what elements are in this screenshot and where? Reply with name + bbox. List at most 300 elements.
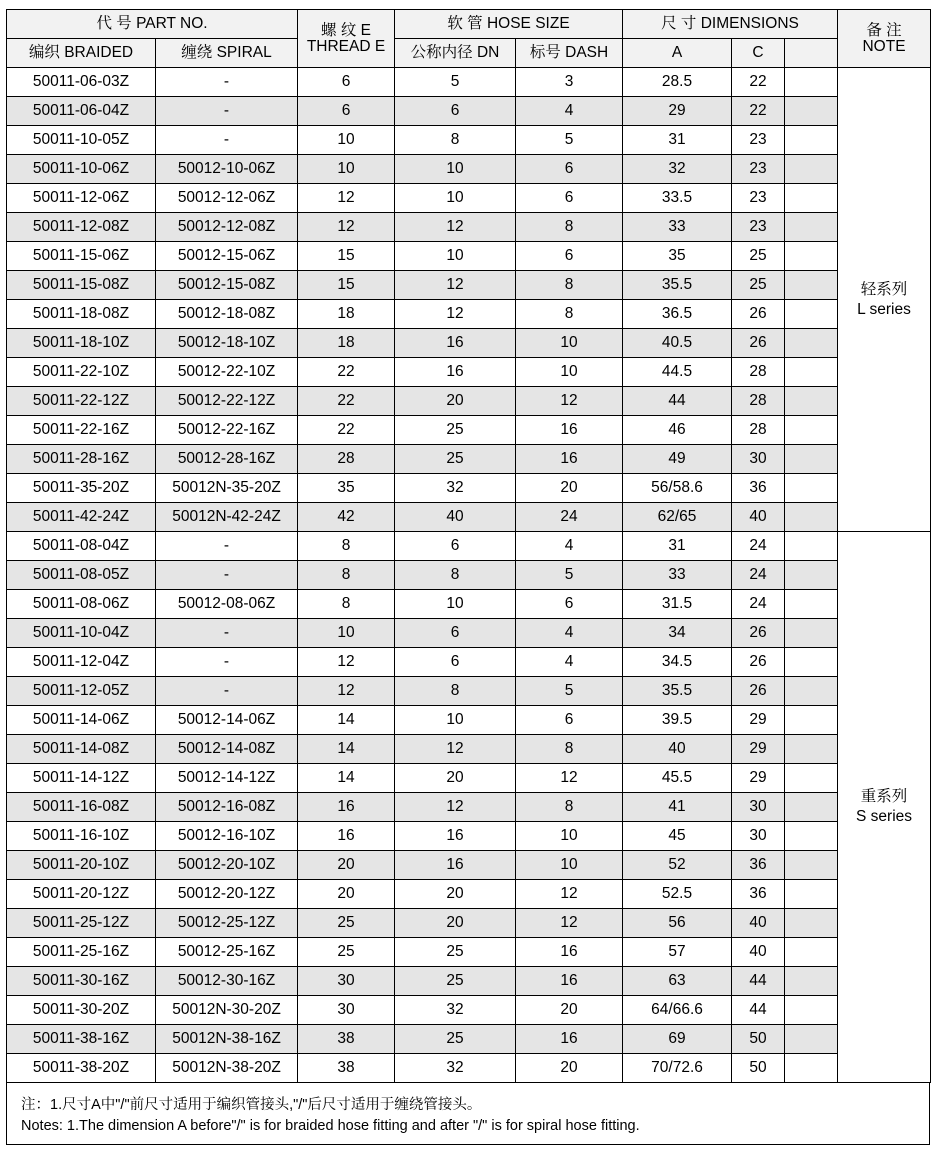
spiral-part-no-cell: 50012-10-06Z — [156, 155, 298, 184]
dimension-c-cell: 30 — [732, 793, 785, 822]
dimension-c-cell: 29 — [732, 735, 785, 764]
table-row — [7, 619, 931, 648]
dimension-blank-cell — [785, 648, 838, 677]
dash-cell: 4 — [516, 619, 623, 648]
thread-cell: 15 — [298, 242, 395, 271]
spiral-part-no-cell: 50012-22-16Z — [156, 416, 298, 445]
thread-cell: 14 — [298, 764, 395, 793]
dash-cell: 6 — [516, 155, 623, 184]
braided-part-no-cell: 50011-20-12Z — [7, 880, 156, 909]
dn-cell: 6 — [395, 532, 516, 561]
dimension-blank-cell — [785, 271, 838, 300]
dimension-a-cell: 70/72.6 — [623, 1054, 732, 1083]
dash-cell: 12 — [516, 764, 623, 793]
braided-part-no-cell: 50011-08-04Z — [7, 532, 156, 561]
dash-cell: 6 — [516, 590, 623, 619]
dimension-a-cell: 45 — [623, 822, 732, 851]
braided-part-no-cell: 50011-10-06Z — [7, 155, 156, 184]
dimension-a-cell: 31.5 — [623, 590, 732, 619]
heavy-series-en: S series — [856, 808, 913, 825]
dn-cell: 10 — [395, 242, 516, 271]
dimension-a-cell: 52.5 — [623, 880, 732, 909]
spiral-part-no-cell: - — [156, 97, 298, 126]
dimension-a-cell: 40 — [623, 735, 732, 764]
braided-part-no-cell: 50011-22-10Z — [7, 358, 156, 387]
spiral-part-no-cell: 50012-12-08Z — [156, 213, 298, 242]
dash-cell: 20 — [516, 474, 623, 503]
dimension-a-cell: 32 — [623, 155, 732, 184]
dimension-blank-cell — [785, 677, 838, 706]
dimension-c-cell: 44 — [732, 967, 785, 996]
dn-cell: 12 — [395, 793, 516, 822]
braided-part-no-cell: 50011-30-16Z — [7, 967, 156, 996]
braided-part-no-cell: 50011-08-05Z — [7, 561, 156, 590]
dimension-c-cell: 23 — [732, 184, 785, 213]
spiral-part-no-cell: 50012-20-12Z — [156, 880, 298, 909]
spiral-part-no-cell: 50012N-38-16Z — [156, 1025, 298, 1054]
dimension-a-cell: 28.5 — [623, 68, 732, 97]
light-series-cn: 轻系列 — [860, 280, 908, 298]
dimension-a-cell: 33.5 — [623, 184, 732, 213]
dimension-a-cell: 49 — [623, 445, 732, 474]
header-hose-size: 软 管 HOSE SIZE — [395, 10, 623, 39]
table-row — [7, 242, 931, 271]
table-row — [7, 909, 931, 938]
spiral-part-no-cell: 50012-22-12Z — [156, 387, 298, 416]
table-row — [7, 184, 931, 213]
dash-cell: 24 — [516, 503, 623, 532]
thread-cell: 18 — [298, 329, 395, 358]
dimension-blank-cell — [785, 474, 838, 503]
dimension-blank-cell — [785, 938, 838, 967]
dimension-c-cell: 24 — [732, 561, 785, 590]
spiral-part-no-cell: 50012-14-12Z — [156, 764, 298, 793]
dimension-a-cell: 56/58.6 — [623, 474, 732, 503]
dash-cell: 5 — [516, 677, 623, 706]
braided-part-no-cell: 50011-15-08Z — [7, 271, 156, 300]
dimension-blank-cell — [785, 880, 838, 909]
table-row — [7, 590, 931, 619]
dimension-c-cell: 40 — [732, 909, 785, 938]
dimension-a-cell: 56 — [623, 909, 732, 938]
thread-cell: 30 — [298, 996, 395, 1025]
dn-cell: 20 — [395, 909, 516, 938]
spiral-part-no-cell: 50012-14-06Z — [156, 706, 298, 735]
dimension-c-cell: 26 — [732, 677, 785, 706]
dash-cell: 8 — [516, 300, 623, 329]
dash-cell: 12 — [516, 909, 623, 938]
table-row — [7, 358, 931, 387]
dimension-c-cell: 23 — [732, 155, 785, 184]
dimension-a-cell: 36.5 — [623, 300, 732, 329]
dash-cell: 16 — [516, 445, 623, 474]
thread-cell: 10 — [298, 619, 395, 648]
dimension-blank-cell — [785, 416, 838, 445]
dash-cell: 8 — [516, 213, 623, 242]
dimension-c-cell: 23 — [732, 213, 785, 242]
spiral-part-no-cell: 50012-15-08Z — [156, 271, 298, 300]
table-row — [7, 764, 931, 793]
dimension-c-cell: 26 — [732, 329, 785, 358]
thread-cell: 14 — [298, 706, 395, 735]
dimension-blank-cell — [785, 967, 838, 996]
thread-cell: 38 — [298, 1025, 395, 1054]
table-row — [7, 996, 931, 1025]
thread-cell: 12 — [298, 213, 395, 242]
dn-cell: 16 — [395, 851, 516, 880]
dash-cell: 5 — [516, 126, 623, 155]
dash-cell: 10 — [516, 822, 623, 851]
dimension-blank-cell — [785, 706, 838, 735]
table-row — [7, 677, 931, 706]
spiral-part-no-cell: 50012N-42-24Z — [156, 503, 298, 532]
dn-cell: 10 — [395, 706, 516, 735]
dimension-blank-cell — [785, 184, 838, 213]
table-row — [7, 1054, 931, 1083]
dimension-c-cell: 29 — [732, 764, 785, 793]
spiral-part-no-cell: 50012-20-10Z — [156, 851, 298, 880]
dash-cell: 16 — [516, 938, 623, 967]
dimension-c-cell: 30 — [732, 822, 785, 851]
header-note-en: NOTE — [862, 37, 906, 55]
dimension-c-cell: 36 — [732, 851, 785, 880]
table-row — [7, 271, 931, 300]
dimension-a-cell: 39.5 — [623, 706, 732, 735]
dimension-blank-cell — [785, 445, 838, 474]
dimension-blank-cell — [785, 503, 838, 532]
braided-part-no-cell: 50011-14-06Z — [7, 706, 156, 735]
dimension-a-cell: 33 — [623, 213, 732, 242]
dimension-c-cell: 26 — [732, 648, 785, 677]
spiral-part-no-cell: - — [156, 648, 298, 677]
header-thread-cn: 螺 纹 E — [321, 21, 371, 39]
header-thread — [298, 10, 395, 68]
dimension-a-cell: 41 — [623, 793, 732, 822]
header-dash: 标号 DASH — [516, 39, 623, 68]
dash-cell: 20 — [516, 1054, 623, 1083]
table-row — [7, 68, 931, 97]
dn-cell: 16 — [395, 822, 516, 851]
header-dimension-a: A — [623, 39, 732, 68]
dn-cell: 12 — [395, 271, 516, 300]
dimension-c-cell: 23 — [732, 126, 785, 155]
spiral-part-no-cell: 50012-18-10Z — [156, 329, 298, 358]
dimension-c-cell: 30 — [732, 445, 785, 474]
thread-cell: 14 — [298, 735, 395, 764]
dimension-a-cell: 44 — [623, 387, 732, 416]
dimension-c-cell: 28 — [732, 358, 785, 387]
braided-part-no-cell: 50011-25-16Z — [7, 938, 156, 967]
braided-part-no-cell: 50011-20-10Z — [7, 851, 156, 880]
dimension-a-cell: 35 — [623, 242, 732, 271]
dimension-blank-cell — [785, 996, 838, 1025]
dimension-blank-cell — [785, 358, 838, 387]
thread-cell: 25 — [298, 938, 395, 967]
thread-cell: 30 — [298, 967, 395, 996]
spiral-part-no-cell: 50012-25-16Z — [156, 938, 298, 967]
dimension-a-cell: 63 — [623, 967, 732, 996]
table-header — [7, 10, 931, 68]
thread-cell: 22 — [298, 387, 395, 416]
table-row — [7, 561, 931, 590]
spiral-part-no-cell: - — [156, 677, 298, 706]
dimension-c-cell: 36 — [732, 474, 785, 503]
dimension-blank-cell — [785, 300, 838, 329]
heavy-series-cn: 重系列 — [860, 788, 908, 805]
thread-cell: 42 — [298, 503, 395, 532]
table-row — [7, 329, 931, 358]
dn-cell: 10 — [395, 155, 516, 184]
thread-cell: 16 — [298, 822, 395, 851]
dn-cell: 25 — [395, 445, 516, 474]
braided-part-no-cell: 50011-38-16Z — [7, 1025, 156, 1054]
thread-cell: 15 — [298, 271, 395, 300]
dn-cell: 6 — [395, 97, 516, 126]
table-row — [7, 300, 931, 329]
dn-cell: 20 — [395, 387, 516, 416]
spiral-part-no-cell: 50012-22-10Z — [156, 358, 298, 387]
table-body — [7, 68, 931, 1083]
dimension-blank-cell — [785, 532, 838, 561]
dn-cell: 8 — [395, 677, 516, 706]
braided-part-no-cell: 50011-25-12Z — [7, 909, 156, 938]
braided-part-no-cell: 50011-08-06Z — [7, 590, 156, 619]
dimension-a-cell: 45.5 — [623, 764, 732, 793]
dn-cell: 20 — [395, 764, 516, 793]
braided-part-no-cell: 50011-18-10Z — [7, 329, 156, 358]
dn-cell: 25 — [395, 416, 516, 445]
table-row — [7, 851, 931, 880]
spiral-part-no-cell: 50012-16-08Z — [156, 793, 298, 822]
header-dimension-blank — [785, 39, 838, 68]
table-row — [7, 503, 931, 532]
thread-cell: 12 — [298, 184, 395, 213]
dash-cell: 6 — [516, 706, 623, 735]
thread-cell: 10 — [298, 126, 395, 155]
dimension-a-cell: 57 — [623, 938, 732, 967]
dn-cell: 5 — [395, 68, 516, 97]
dimension-a-cell: 46 — [623, 416, 732, 445]
dn-cell: 25 — [395, 938, 516, 967]
dimension-c-cell: 28 — [732, 416, 785, 445]
dimension-a-cell: 35.5 — [623, 271, 732, 300]
thread-cell: 6 — [298, 68, 395, 97]
braided-part-no-cell: 50011-06-03Z — [7, 68, 156, 97]
braided-part-no-cell: 50011-18-08Z — [7, 300, 156, 329]
table-row — [7, 706, 931, 735]
dn-cell: 10 — [395, 184, 516, 213]
table-row — [7, 387, 931, 416]
spiral-part-no-cell: - — [156, 126, 298, 155]
dimension-a-cell: 62/65 — [623, 503, 732, 532]
dimension-c-cell: 24 — [732, 532, 785, 561]
header-dimensions: 尺 寸 DIMENSIONS — [623, 10, 838, 39]
dn-cell: 25 — [395, 1025, 516, 1054]
table-row — [7, 793, 931, 822]
header-dn: 公称内径 DN — [395, 39, 516, 68]
thread-cell: 8 — [298, 590, 395, 619]
dn-cell: 12 — [395, 735, 516, 764]
light-series-note — [838, 68, 931, 532]
dimension-blank-cell — [785, 213, 838, 242]
dash-cell: 6 — [516, 184, 623, 213]
dimension-c-cell: 22 — [732, 68, 785, 97]
spiral-part-no-cell: - — [156, 561, 298, 590]
spiral-part-no-cell: 50012-12-06Z — [156, 184, 298, 213]
dash-cell: 10 — [516, 358, 623, 387]
dimension-blank-cell — [785, 155, 838, 184]
dash-cell: 8 — [516, 271, 623, 300]
braided-part-no-cell: 50011-35-20Z — [7, 474, 156, 503]
dimension-a-cell: 44.5 — [623, 358, 732, 387]
dimension-c-cell: 28 — [732, 387, 785, 416]
dimension-a-cell: 52 — [623, 851, 732, 880]
spiral-part-no-cell: 50012-30-16Z — [156, 967, 298, 996]
dimension-a-cell: 31 — [623, 126, 732, 155]
thread-cell: 12 — [298, 677, 395, 706]
spiral-part-no-cell: 50012-08-06Z — [156, 590, 298, 619]
dimension-blank-cell — [785, 126, 838, 155]
braided-part-no-cell: 50011-14-12Z — [7, 764, 156, 793]
dash-cell: 12 — [516, 387, 623, 416]
dimension-blank-cell — [785, 764, 838, 793]
dimension-a-cell: 29 — [623, 97, 732, 126]
dimension-c-cell: 24 — [732, 590, 785, 619]
dimension-c-cell: 25 — [732, 242, 785, 271]
thread-cell: 6 — [298, 97, 395, 126]
thread-cell: 28 — [298, 445, 395, 474]
spiral-part-no-cell: 50012N-35-20Z — [156, 474, 298, 503]
dn-cell: 12 — [395, 300, 516, 329]
dimension-a-cell: 34 — [623, 619, 732, 648]
dimension-blank-cell — [785, 1025, 838, 1054]
dimension-a-cell: 33 — [623, 561, 732, 590]
dimension-blank-cell — [785, 68, 838, 97]
dimension-blank-cell — [785, 851, 838, 880]
dash-cell: 16 — [516, 967, 623, 996]
spiral-part-no-cell: 50012-15-06Z — [156, 242, 298, 271]
dash-cell: 16 — [516, 416, 623, 445]
dimension-blank-cell — [785, 619, 838, 648]
dash-cell: 20 — [516, 996, 623, 1025]
thread-cell: 20 — [298, 851, 395, 880]
dash-cell: 6 — [516, 242, 623, 271]
dimension-blank-cell — [785, 387, 838, 416]
dimension-c-cell: 22 — [732, 97, 785, 126]
table-row — [7, 97, 931, 126]
dash-cell: 4 — [516, 648, 623, 677]
thread-cell: 22 — [298, 416, 395, 445]
thread-cell: 18 — [298, 300, 395, 329]
dash-cell: 4 — [516, 532, 623, 561]
thread-cell: 35 — [298, 474, 395, 503]
dimension-blank-cell — [785, 242, 838, 271]
spiral-part-no-cell: 50012-28-16Z — [156, 445, 298, 474]
braided-part-no-cell: 50011-28-16Z — [7, 445, 156, 474]
dimension-blank-cell — [785, 590, 838, 619]
heavy-series-note — [838, 532, 931, 1083]
thread-cell: 22 — [298, 358, 395, 387]
table-row — [7, 822, 931, 851]
table-row — [7, 1025, 931, 1054]
dimension-c-cell: 40 — [732, 938, 785, 967]
thread-cell: 12 — [298, 648, 395, 677]
braided-part-no-cell: 50011-42-24Z — [7, 503, 156, 532]
dimension-a-cell: 31 — [623, 532, 732, 561]
footnote-cn: 注：1.尺寸A中"/"前尺寸适用于编织管接头,"/"后尺寸适用于缠绕管接头。 — [21, 1097, 482, 1113]
spiral-part-no-cell: 50012N-38-20Z — [156, 1054, 298, 1083]
spec-sheet — [6, 9, 930, 1145]
braided-part-no-cell: 50011-22-16Z — [7, 416, 156, 445]
dimension-c-cell: 29 — [732, 706, 785, 735]
dn-cell: 20 — [395, 880, 516, 909]
table-row — [7, 938, 931, 967]
dimension-c-cell: 26 — [732, 300, 785, 329]
thread-cell: 38 — [298, 1054, 395, 1083]
header-note-cn: 备 注 — [866, 21, 902, 39]
dimension-blank-cell — [785, 329, 838, 358]
dimension-blank-cell — [785, 561, 838, 590]
braided-part-no-cell: 50011-15-06Z — [7, 242, 156, 271]
braided-part-no-cell: 50011-16-10Z — [7, 822, 156, 851]
dimension-c-cell: 50 — [732, 1054, 785, 1083]
dash-cell: 4 — [516, 97, 623, 126]
braided-part-no-cell: 50011-14-08Z — [7, 735, 156, 764]
dimension-a-cell: 34.5 — [623, 648, 732, 677]
header-spiral: 缠绕 SPIRAL — [156, 39, 298, 68]
dimension-blank-cell — [785, 97, 838, 126]
footnote-en: Notes: 1.The dimension A before"/" is for braided hose fitting and after "/" is for spiral hose fitting. — [21, 1118, 640, 1134]
spiral-part-no-cell: 50012-14-08Z — [156, 735, 298, 764]
dimension-c-cell: 25 — [732, 271, 785, 300]
footnote — [6, 1083, 930, 1145]
spiral-part-no-cell: - — [156, 68, 298, 97]
table-row — [7, 213, 931, 242]
dimension-c-cell: 40 — [732, 503, 785, 532]
dash-cell: 10 — [516, 851, 623, 880]
table-row — [7, 126, 931, 155]
dash-cell: 8 — [516, 793, 623, 822]
dimension-a-cell: 35.5 — [623, 677, 732, 706]
dn-cell: 32 — [395, 996, 516, 1025]
spiral-part-no-cell: - — [156, 532, 298, 561]
table-row — [7, 445, 931, 474]
dn-cell: 32 — [395, 474, 516, 503]
light-series-en: L series — [857, 300, 911, 318]
braided-part-no-cell: 50011-30-20Z — [7, 996, 156, 1025]
thread-cell: 20 — [298, 880, 395, 909]
dimension-blank-cell — [785, 822, 838, 851]
dn-cell: 32 — [395, 1054, 516, 1083]
braided-part-no-cell: 50011-16-08Z — [7, 793, 156, 822]
dn-cell: 16 — [395, 358, 516, 387]
braided-part-no-cell: 50011-22-12Z — [7, 387, 156, 416]
dash-cell: 12 — [516, 880, 623, 909]
header-note — [838, 10, 931, 68]
braided-part-no-cell: 50011-12-05Z — [7, 677, 156, 706]
spiral-part-no-cell: 50012-16-10Z — [156, 822, 298, 851]
dn-cell: 16 — [395, 329, 516, 358]
table-row — [7, 474, 931, 503]
braided-part-no-cell: 50011-12-08Z — [7, 213, 156, 242]
header-part-no: 代 号 PART NO. — [7, 10, 298, 39]
dn-cell: 12 — [395, 213, 516, 242]
dash-cell: 16 — [516, 1025, 623, 1054]
table-row — [7, 532, 931, 561]
spiral-part-no-cell: 50012-25-12Z — [156, 909, 298, 938]
braided-part-no-cell: 50011-06-04Z — [7, 97, 156, 126]
dn-cell: 6 — [395, 619, 516, 648]
